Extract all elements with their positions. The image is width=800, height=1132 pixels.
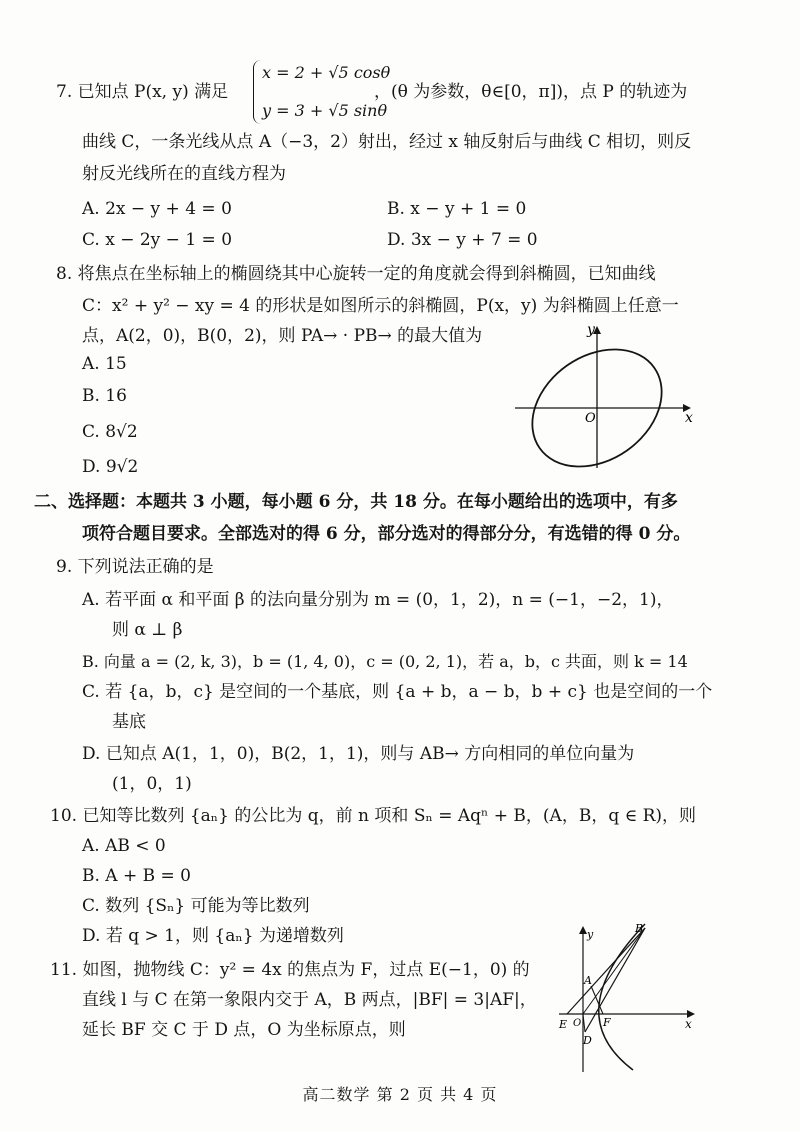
q10-option-a: A. AB < 0 [82, 836, 166, 856]
page-footer: 高二数学 第 2 页 共 4 页 [302, 1085, 498, 1104]
q9-option-c-line-2: 基底 [112, 712, 146, 732]
q9-option-d-line-1: D. 已知点 A(1，1，0)，B(2，1，1)，则与 AB→ 方向相同的单位向量为 [82, 744, 635, 764]
ellipse-graph [505, 318, 705, 478]
q9-option-a-line-1: A. 若平面 α 和平面 β 的法向量分别为 m = (0，1，2)，n = (−1，−2，1)， [82, 590, 674, 610]
line-l [567, 928, 645, 1014]
q9-option-a-line-2: 则 α ⊥ β [112, 620, 183, 640]
q7-option-a: A. 2x − y + 4 = 0 [82, 199, 232, 219]
q11-line-3: 延长 BF 交 C 于 D 点，O 为坐标原点，则 [82, 1020, 406, 1040]
q11-line-1: 11. 如图，抛物线 C：y² = 4x 的焦点为 F，过点 E(−1，0) 的 [50, 960, 530, 980]
q9-option-b: B. 向量 a = (2, k, 3)，b = (1, 4, 0)，c = (0, 2, 1)，若 a，b，c 共面，则 k = 14 [82, 652, 688, 671]
q7-stem-start: 7. 已知点 P(x, y) 满足 [56, 82, 229, 102]
y-axis-arrow [579, 926, 587, 934]
label-e: E [559, 1018, 568, 1031]
q11-line-2: 直线 l 与 C 在第一象限内交于 A，B 两点，|BF| = 3|AF|， [82, 990, 537, 1010]
q7-line-2: 曲线 C，一条光线从点 A（−3，2）射出，经过 x 轴反射后与曲线 C 相切，则反 [82, 132, 692, 152]
q7-system-line-1: x = 2 + √5 cosθ [262, 63, 391, 82]
y-axis-label: y [587, 322, 595, 338]
origin-label: O [585, 411, 596, 426]
q8-option-d: D. 9√2 [82, 457, 139, 477]
q7-option-d: D. 3x − y + 7 = 0 [387, 230, 538, 250]
q8-line-2: C：x² + y² − xy = 4 的形状是如图所示的斜椭圆，P(x，y) 为斜椭圆上任意一 [82, 296, 679, 316]
q9-stem: 9. 下列说法正确的是 [56, 557, 214, 577]
label-x: x [685, 1017, 692, 1031]
section2-heading-line-2: 项符合题目要求。全部选对的得 6 分，部分选对的得部分分，有选错的得 0 分。 [82, 524, 691, 544]
q8-option-a: A. 15 [82, 354, 127, 374]
label-f: F [603, 1016, 611, 1029]
q7-option-b: B. x − y + 1 = 0 [387, 199, 527, 219]
label-o: O [573, 1018, 582, 1029]
parabola-graph [555, 920, 700, 1075]
q8-line-1: 8. 将焦点在坐标轴上的椭圆绕其中心旋转一定的角度就会得到斜椭圆，已知曲线 [56, 264, 656, 284]
q9-option-d-line-2: (1，0，1) [112, 774, 192, 794]
q10-option-d: D. 若 q > 1，则 {aₙ} 为递增数列 [82, 926, 344, 946]
q8-option-c: C. 8√2 [82, 422, 138, 442]
label-a: A [584, 974, 592, 987]
section2-heading-line-1: 二、选择题：本题共 3 小题，每小题 6 分，共 18 分。在每小题给出的选项中，有多 [34, 492, 678, 512]
label-b: B [635, 922, 644, 935]
q8-line-3: 点，A(2，0)，B(0，2)，则 PA→ · PB→ 的最大值为 [82, 326, 483, 346]
q7-option-c: C. x − 2y − 1 = 0 [82, 230, 233, 250]
q7-stem-end: ，(θ 为参数，θ∈[0，π])，点 P 的轨迹为 [374, 82, 688, 102]
x-axis-label: x [685, 410, 693, 426]
label-d: D [583, 1034, 592, 1047]
q10-stem: 10. 已知等比数列 {aₙ} 的公比为 q，前 n 项和 Sₙ = Aqⁿ + B，(A，B，q ∈ R)，则 [50, 806, 697, 826]
q9-option-c-line-1: C. 若 {a，b，c} 是空间的一个基底，则 {a + b，a − b，b + c} 也是空间的一个 [82, 682, 713, 702]
q10-option-b: B. A + B = 0 [82, 866, 191, 886]
q7-system-line-2: y = 3 + √5 sinθ [262, 101, 388, 120]
q7-line-3: 射反光线所在的直线方程为 [82, 164, 286, 184]
q10-option-c: C. 数列 {Sₙ} 可能为等比数列 [82, 896, 310, 916]
q8-option-b: B. 16 [82, 386, 127, 406]
label-y: y [587, 928, 594, 941]
line-bd [585, 928, 645, 1032]
